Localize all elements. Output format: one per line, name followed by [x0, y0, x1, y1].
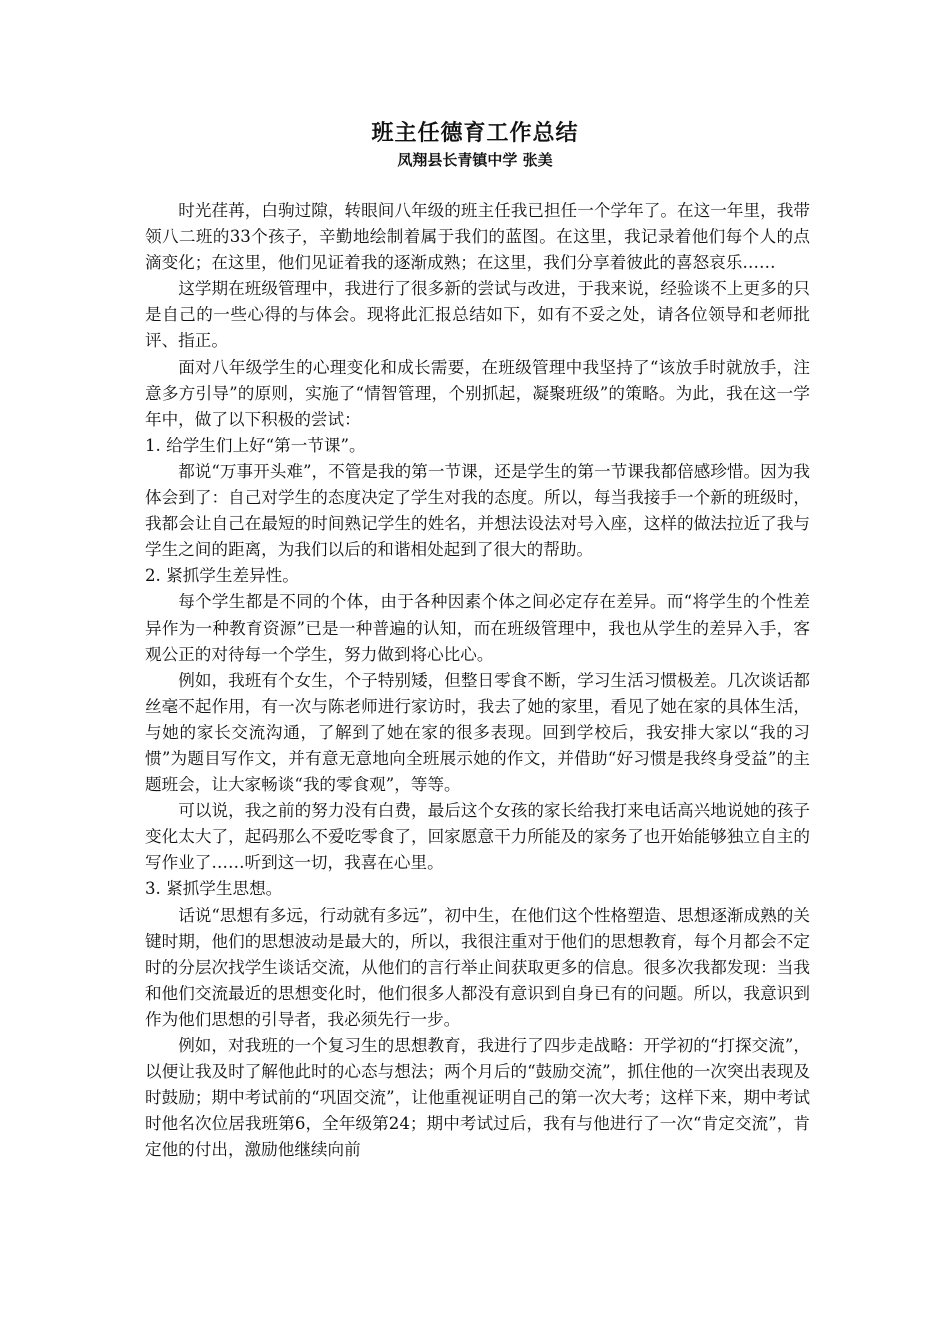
- document-title: 班主任德育工作总结: [371, 120, 579, 146]
- section-heading-1: 1. 给学生们上好“第一节课”。: [145, 435, 366, 455]
- document-body: [145, 198, 810, 1163]
- document-byline: 凤翔县长青镇中学 张美: [397, 151, 553, 169]
- paragraph-first-lesson: 都说“万事开头难”，不管是我的第一节课，还是学生的第一节课我都倍感珍惜。因为我体会到了：自己对学生的态度决定了学生对我的态度。所以，每当我接手一个新的班级时，我都会让自己在最短的时间熟记学生的姓名，并想法设法对号入座，这样的做法拉近了我与学生之间的距离，为我们以后的和谐相处起到了很大的帮助。: [145, 461, 810, 560]
- paragraph-thoughts: 话说“思想有多远，行动就有多远”，初中生，在他们这个性格塑造、思想逐渐成熟的关键时期，他们的思想波动是最大的，所以，我很注重对于他们的思想教育，每个月都会不定时的分层次找学生谈话交流，从他们的言行举止间获取更多的信息。很多次我都发现：当我和他们交流最近的思想变化时，他们很多人都没有意识到自身已有的问题。所以，我意识到作为他们思想的引导者，我必须先行一步。: [145, 905, 810, 1029]
- paragraph-example-student: 例如，对我班的一个复习生的思想教育，我进行了四步走战略：开学初的“打探交流”，以便让我及时了解他此时的心态与想法；两个月后的“鼓励交流”，抓住他的一次突出表现及时鼓励；期中考试前的“巩固交流”，让他重视证明自己的第一次大考；这样下来，期中考试时他名次位居我班第6，全年级第24；期中考试过后，我有与他进行了一次“肯定交流”，肯定他的付出，激励他继续向前: [145, 1036, 810, 1160]
- paragraph-summary: 这学期在班级管理中，我进行了很多新的尝试与改进，于我来说，经验谈不上更多的只是自己的一些心得的与体会。现将此汇报总结如下，如有不妥之处，请各位领导和老师批评、指正。: [145, 279, 810, 351]
- paragraph-differences: 每个学生都是不同的个体，由于各种因素个体之间必定存在差异。而“将学生的个性差异作为一种教育资源”已是一种普遍的认知，而在班级管理中，我也从学生的差异入手，客观公正的对待每一个学生，努力做到将心比心。: [145, 592, 810, 664]
- section-heading-3: 3. 紧抓学生思想。: [145, 879, 283, 899]
- section-heading-2: 2. 紧抓学生差异性。: [145, 566, 299, 586]
- paragraph-example-girl: 例如，我班有个女生，个子特别矮，但整日零食不断，学习生活习惯极差。几次谈话都丝毫不起作用，有一次与陈老师进行家访时，我去了她的家里，看见了她在家的具体生活，与她的家长交流沟通，了解到了她在家的很多表现。回到学校后，我安排大家以“我的习惯”为题目写作文，并有意无意地向全班展示她的作文，并借助“好习惯是我终身受益”的主题班会，让大家畅谈“我的零食观”，等等。: [145, 670, 810, 795]
- paragraph-result: 可以说，我之前的努力没有白费，最后这个女孩的家长给我打来电话高兴地说她的孩子变化太大了，起码那么不爱吃零食了，回家愿意干力所能及的家务了也开始能够独立自主的写作业了……听到这一切，我喜在心里。: [145, 801, 810, 873]
- paragraph-strategy: 面对八年级学生的心理变化和成长需要，在班级管理中我坚持了“该放手时就放手，注意多方引导”的原则，实施了“情智管理，个别抓起，凝聚班级”的策略。为此，我在这一学年中，做了以下积极的尝试：: [145, 357, 810, 429]
- paragraph-intro: 时光荏苒，白驹过隙，转眼间八年级的班主任我已担任一个学年了。在这一年里，我带领八二班的33个孩子，辛勤地绘制着属于我们的蓝图。在这里，我记录着他们每个人的点滴变化；在这里，他们见证着我的逐渐成熟；在这里，我们分享着彼此的喜怒哀乐……: [145, 201, 810, 273]
